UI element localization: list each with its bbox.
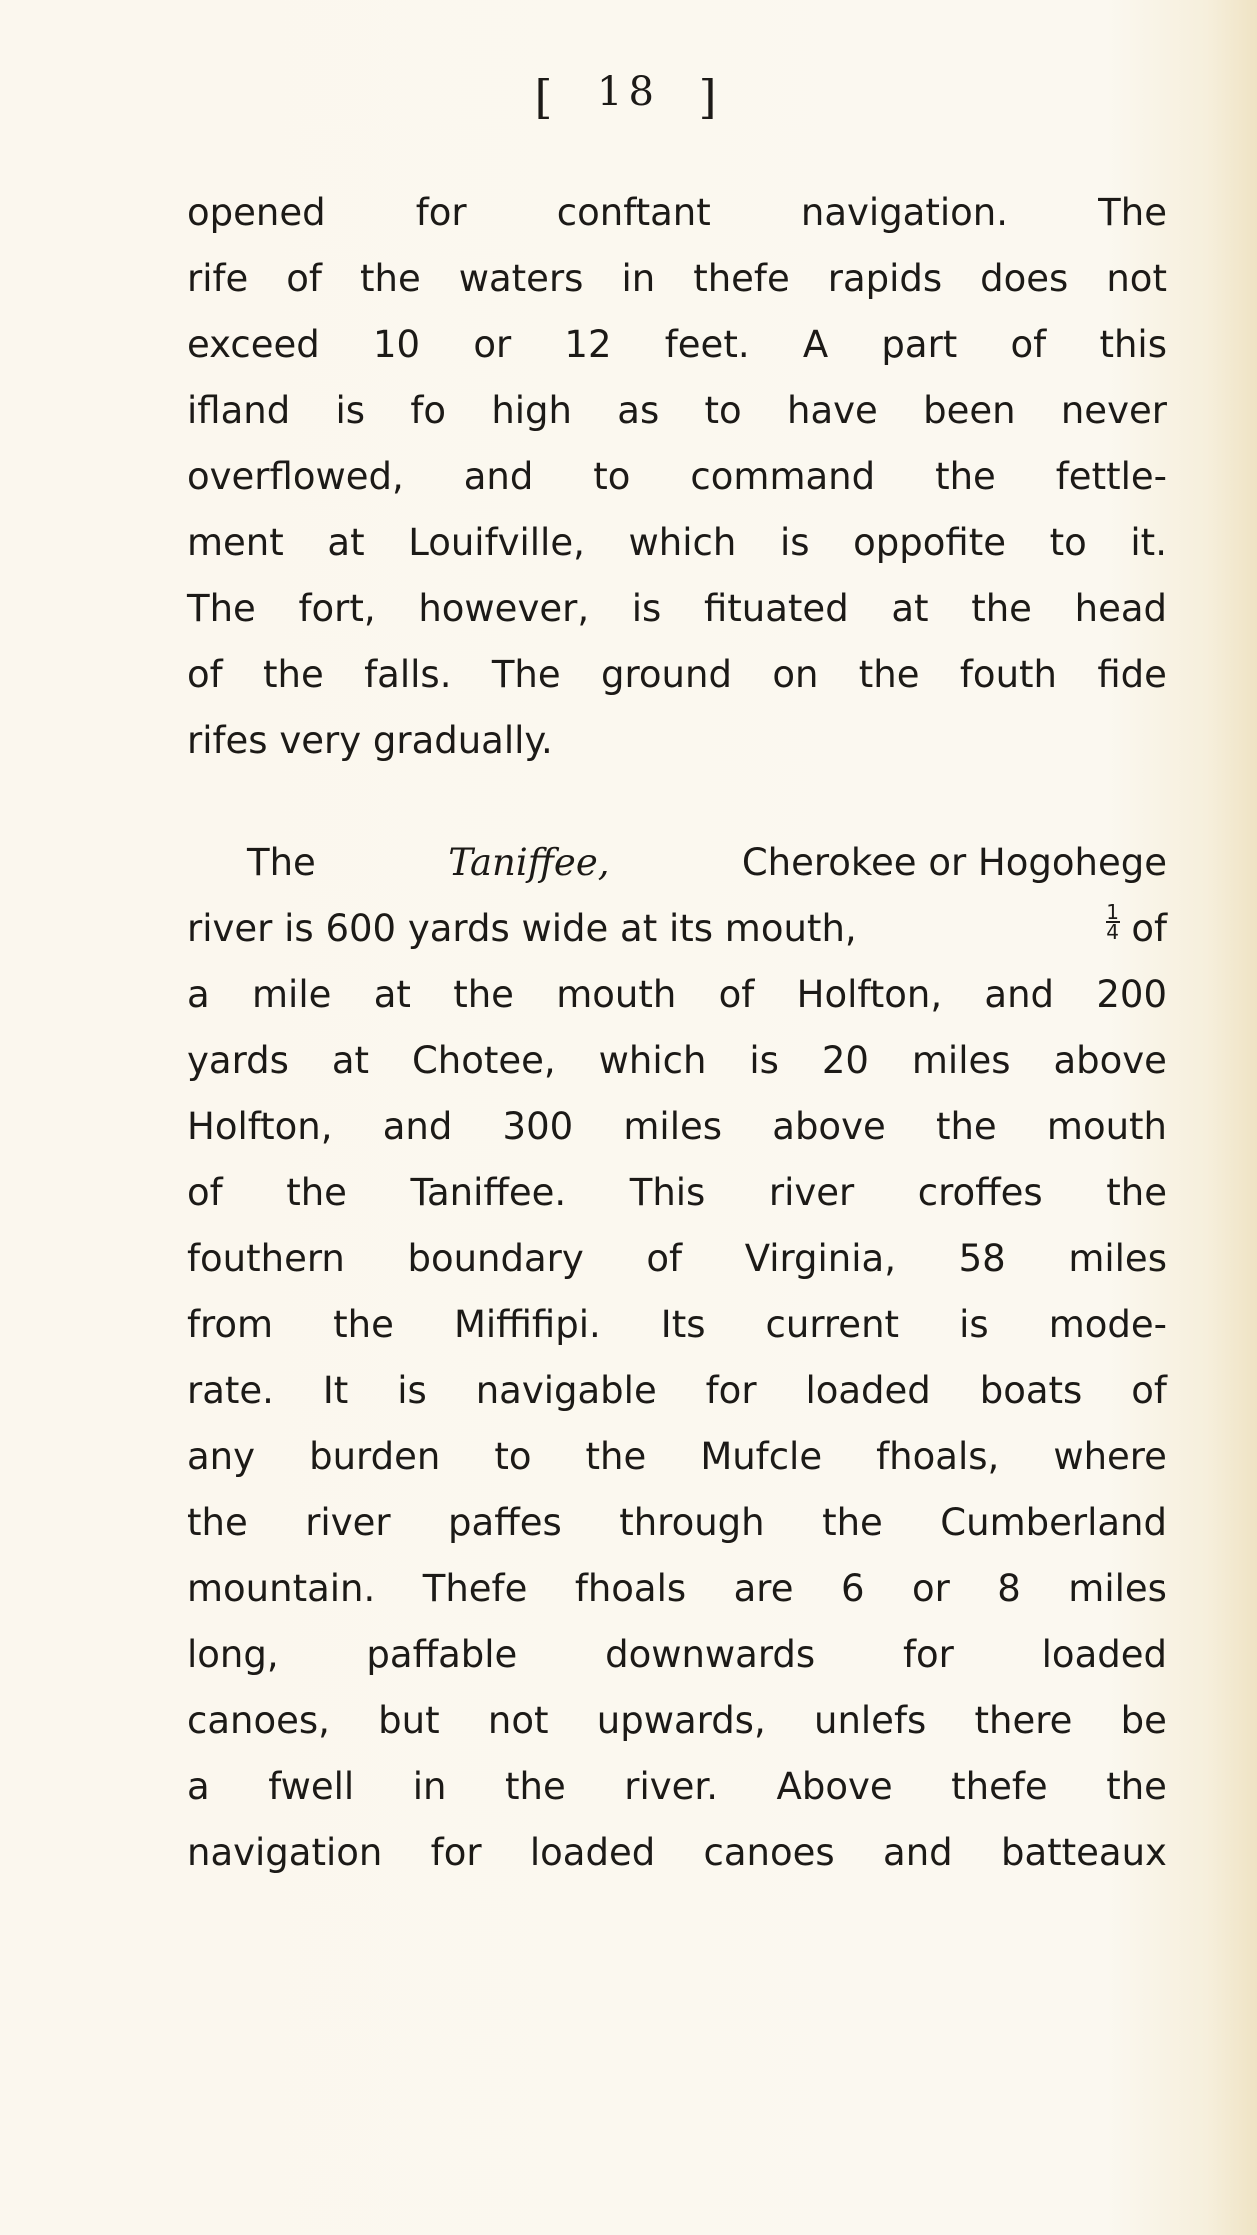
word: is xyxy=(335,389,366,432)
word: for xyxy=(430,1831,482,1874)
word: have xyxy=(787,389,878,432)
word: unlefs xyxy=(814,1699,927,1742)
paragraph-2-rest xyxy=(187,962,1167,1886)
word: or xyxy=(473,323,512,366)
word: but xyxy=(378,1699,440,1742)
word: for xyxy=(705,1369,757,1412)
word: above xyxy=(772,1105,886,1148)
word: not xyxy=(487,1699,549,1742)
word: This xyxy=(629,1171,706,1214)
paragraph-2-line xyxy=(187,1820,1167,1886)
word: rife xyxy=(187,257,249,300)
word: fettle- xyxy=(1055,455,1167,498)
word: and xyxy=(463,455,534,498)
word: It xyxy=(322,1369,349,1412)
word: been xyxy=(923,389,1016,432)
word: of xyxy=(1010,323,1047,366)
line-2-end: of xyxy=(1131,907,1167,950)
word: Chotee, xyxy=(411,1039,556,1082)
word: river. xyxy=(624,1765,718,1808)
fraction-numerator: 1 xyxy=(1106,900,1119,924)
word: of xyxy=(187,653,223,696)
header-bracket-left: [ xyxy=(534,70,559,124)
word: at xyxy=(891,587,929,630)
word: burden xyxy=(309,1435,441,1478)
paragraph-2-line-1 xyxy=(187,830,1167,896)
paragraph-2-line xyxy=(187,1160,1167,1226)
word: of xyxy=(646,1237,683,1280)
word: croffes xyxy=(917,1171,1043,1214)
paragraph-2-line xyxy=(187,1358,1167,1424)
paragraph-gap xyxy=(187,774,1167,830)
word: not xyxy=(1106,257,1167,300)
paragraph-1-line xyxy=(187,180,1167,246)
word: for xyxy=(415,191,467,234)
word: boundary xyxy=(407,1237,584,1280)
word: 10 xyxy=(372,323,421,366)
word: in xyxy=(621,257,656,300)
word: Holfton, xyxy=(796,973,943,1016)
page-header xyxy=(0,70,1257,124)
paragraph-1-line xyxy=(187,246,1167,312)
word: navigation xyxy=(187,1831,383,1874)
word: the xyxy=(263,653,324,696)
word: to xyxy=(704,389,742,432)
word: fouth xyxy=(959,653,1057,696)
word: fo xyxy=(410,389,447,432)
word: on xyxy=(772,653,819,696)
word: fide xyxy=(1097,653,1167,696)
word: river xyxy=(305,1501,391,1544)
word: the xyxy=(822,1501,883,1544)
word: it. xyxy=(1130,521,1167,564)
word: loaded xyxy=(529,1831,656,1874)
word: upwards, xyxy=(596,1699,766,1742)
word: fouthern xyxy=(187,1237,345,1280)
word: a xyxy=(187,1765,210,1808)
word: Virginia, xyxy=(744,1237,896,1280)
word: to xyxy=(593,455,631,498)
word: the xyxy=(858,653,920,696)
paragraph-2-line xyxy=(187,1028,1167,1094)
word: paffable xyxy=(366,1633,518,1676)
word: Taniffee. xyxy=(410,1171,567,1214)
word: 20 xyxy=(821,1039,869,1082)
word: above xyxy=(1053,1039,1167,1082)
word: downwards xyxy=(605,1633,816,1676)
word: fituated xyxy=(703,587,849,630)
word: Above xyxy=(776,1765,893,1808)
word: does xyxy=(980,257,1069,300)
word: Holfton, xyxy=(187,1105,333,1148)
paragraph-2-line xyxy=(187,1490,1167,1556)
word: The xyxy=(187,587,256,630)
word: the xyxy=(453,973,514,1016)
word: where xyxy=(1053,1435,1167,1478)
fraction-denominator: 4 xyxy=(1106,920,1119,944)
word: navigable xyxy=(475,1369,657,1412)
word: however, xyxy=(418,587,590,630)
word: the xyxy=(935,1105,997,1148)
page-body xyxy=(187,180,1167,1886)
line-1-end: Cherokee or Hogohege xyxy=(741,841,1167,884)
word: 200 xyxy=(1096,973,1167,1016)
word: gradually. xyxy=(372,719,553,762)
word: are xyxy=(733,1567,794,1610)
word: feet. xyxy=(664,323,750,366)
word: fhoals xyxy=(574,1567,687,1610)
word: The xyxy=(491,653,561,696)
paragraph-2-line xyxy=(187,1622,1167,1688)
word: paffes xyxy=(448,1501,562,1544)
word: which xyxy=(598,1039,707,1082)
paragraph-2-line xyxy=(187,1688,1167,1754)
word: the xyxy=(1106,1765,1167,1808)
word: batteaux xyxy=(1000,1831,1167,1874)
word: the xyxy=(935,455,996,498)
paragraph-1-line xyxy=(187,576,1167,642)
word: the xyxy=(1106,1171,1167,1214)
word: for xyxy=(902,1633,954,1676)
word: rifes xyxy=(187,719,268,762)
word: 12 xyxy=(564,323,612,366)
word: A xyxy=(802,323,829,366)
word: 58 xyxy=(958,1237,1006,1280)
word: to xyxy=(1049,521,1087,564)
word: and xyxy=(984,973,1055,1016)
word: in xyxy=(412,1765,447,1808)
paragraph-2-line xyxy=(187,1424,1167,1490)
word: the xyxy=(971,587,1032,630)
word: thefe xyxy=(951,1765,1048,1808)
word: the xyxy=(187,1501,248,1544)
word: high xyxy=(491,389,572,432)
word: exceed xyxy=(187,323,320,366)
word: and xyxy=(883,1831,953,1874)
word: mouth xyxy=(556,973,677,1016)
word: ment xyxy=(187,521,284,564)
word: canoes, xyxy=(187,1699,330,1742)
paragraph-2-line xyxy=(187,962,1167,1028)
header-bracket-right: ] xyxy=(698,70,723,124)
word: a xyxy=(187,973,210,1016)
word: at xyxy=(327,521,365,564)
line-2-start: river is 600 yards wide at its mouth, xyxy=(187,907,857,950)
paragraph-1-line xyxy=(187,378,1167,444)
word: of xyxy=(187,1171,223,1214)
word: is xyxy=(749,1039,779,1082)
word: mile xyxy=(252,973,332,1016)
word: Thefe xyxy=(422,1567,528,1610)
paragraph-2-line xyxy=(187,1556,1167,1622)
paragraph-1-line xyxy=(187,642,1167,708)
word: opened xyxy=(187,191,326,234)
word: long, xyxy=(187,1633,279,1676)
paragraph-2-line xyxy=(187,1754,1167,1820)
paragraph-2-line xyxy=(187,1292,1167,1358)
word: boats xyxy=(979,1369,1083,1412)
word: fort, xyxy=(298,587,376,630)
word: this xyxy=(1099,323,1167,366)
word: of xyxy=(1131,1369,1167,1412)
paragraph-2-line xyxy=(187,1226,1167,1292)
word: any xyxy=(187,1435,256,1478)
word: conftant xyxy=(556,191,711,234)
word: which xyxy=(628,521,737,564)
word: fwell xyxy=(268,1765,355,1808)
word: oppofite xyxy=(853,521,1006,564)
word: The xyxy=(1098,191,1167,234)
word: 6 xyxy=(840,1567,865,1610)
word: Miffifipi. xyxy=(453,1303,601,1346)
word: the xyxy=(359,257,421,300)
word: at xyxy=(331,1039,370,1082)
word: fhoals, xyxy=(876,1435,1000,1478)
word: at xyxy=(373,973,411,1016)
word: very xyxy=(279,719,362,762)
word: command xyxy=(690,455,876,498)
line-1-start: The xyxy=(247,841,316,884)
word: is xyxy=(397,1369,427,1412)
word: part xyxy=(881,323,958,366)
word: be xyxy=(1120,1699,1167,1742)
word: yards xyxy=(187,1039,289,1082)
word: current xyxy=(765,1303,900,1346)
word: loaded xyxy=(1041,1633,1167,1676)
word: the xyxy=(585,1435,647,1478)
word: Its xyxy=(660,1303,706,1346)
word: navigation. xyxy=(800,191,1008,234)
word: is xyxy=(959,1303,989,1346)
word: of xyxy=(286,257,322,300)
word: miles xyxy=(911,1039,1011,1082)
word: Louifville, xyxy=(408,521,585,564)
fraction-one-quarter xyxy=(1106,896,1167,962)
river-name-italic: Taniffee, xyxy=(448,841,610,884)
word: of xyxy=(718,973,755,1016)
word: the xyxy=(504,1765,566,1808)
word: waters xyxy=(458,257,584,300)
word: head xyxy=(1074,587,1167,630)
word: as xyxy=(617,389,660,432)
paragraph-1-line xyxy=(187,708,1167,774)
word: mountain. xyxy=(187,1567,376,1610)
word: canoes xyxy=(703,1831,835,1874)
word: falls. xyxy=(364,653,452,696)
word: mouth xyxy=(1046,1105,1167,1148)
word: the xyxy=(286,1171,347,1214)
word: to xyxy=(494,1435,532,1478)
word: rate. xyxy=(187,1369,274,1412)
word: and xyxy=(382,1105,453,1148)
word: rapids xyxy=(827,257,943,300)
word: ifland xyxy=(187,389,291,432)
word: never xyxy=(1060,389,1167,432)
word: 300 xyxy=(502,1105,574,1148)
word: loaded xyxy=(805,1369,931,1412)
paragraph-1-line xyxy=(187,312,1167,378)
paragraph-2-line xyxy=(187,1094,1167,1160)
paragraph-1 xyxy=(187,180,1167,774)
page-number: 18 xyxy=(597,69,660,115)
word: from xyxy=(187,1303,274,1346)
word: miles xyxy=(623,1105,723,1148)
word: mode- xyxy=(1048,1303,1167,1346)
paragraph-2-line-2 xyxy=(187,896,1167,962)
word: the xyxy=(333,1303,394,1346)
word: ground xyxy=(601,653,732,696)
word: miles xyxy=(1068,1237,1167,1280)
word: miles xyxy=(1068,1567,1167,1610)
word: or xyxy=(911,1567,950,1610)
word: through xyxy=(619,1501,765,1544)
word: 8 xyxy=(997,1567,1021,1610)
word: is xyxy=(779,521,810,564)
word: Cumberland xyxy=(940,1501,1167,1544)
word: is xyxy=(631,587,662,630)
word: there xyxy=(974,1699,1073,1742)
word: thefe xyxy=(693,257,790,300)
word: Mufcle xyxy=(700,1435,823,1478)
word: overflowed, xyxy=(187,455,404,498)
paragraph-2 xyxy=(187,830,1167,1886)
paragraph-1-line xyxy=(187,510,1167,576)
word: river xyxy=(768,1171,855,1214)
paragraph-1-line xyxy=(187,444,1167,510)
